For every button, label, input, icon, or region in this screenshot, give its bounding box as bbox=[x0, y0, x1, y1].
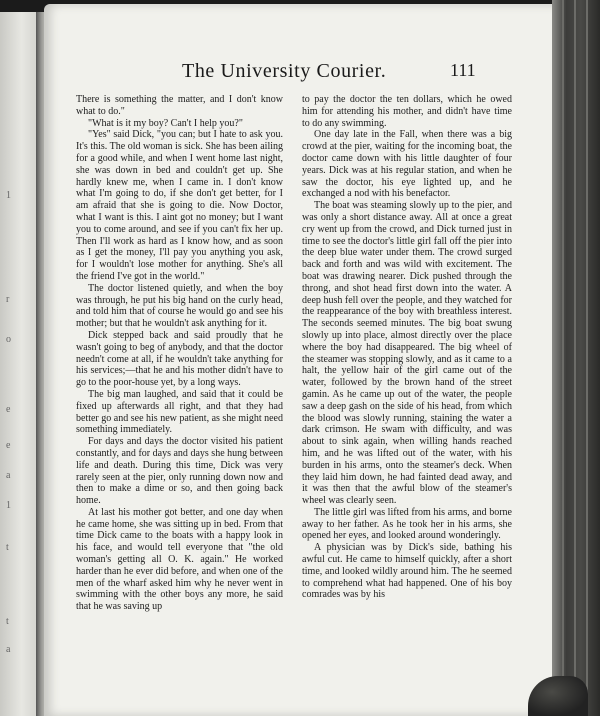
paragraph: There is something the matter, and I don't know what to do." bbox=[76, 94, 283, 117]
facing-page-mark: r bbox=[6, 294, 10, 305]
facing-page-mark: e bbox=[6, 440, 11, 451]
page-stack-line bbox=[586, 0, 588, 716]
facing-page-mark: o bbox=[6, 334, 11, 345]
running-title: The University Courier. bbox=[182, 60, 387, 82]
book-page bbox=[44, 4, 560, 716]
page-header bbox=[44, 60, 560, 88]
facing-page-mark: a bbox=[6, 644, 11, 655]
book-right-edge bbox=[552, 0, 600, 716]
paragraph: Dick stepped back and said proudly that he wasn't going to beg of anybody, and that the doctor needn't come at all, if he wouldn't take anything for his services;—that he and his mother didn't have to go to the poor-house yet, by a long ways. bbox=[76, 329, 283, 389]
paragraph: The boat was steaming slowly up to the pier, and was only a short distance away. All at once a great cry went up from the crowd, and Dick turned just in time to see the doctor's little girl fall off the pier into the deep blue water under them. The crowd surged back and forth and was wild with excitement. The boat was drawing nearer. Dick pushed through the throng, and shot head first down into the water. A deep hush fell over the people, and they watched for the reappearance of the boy with breathless interest. The seconds seemed minutes. The big boat swung slowly up into place, almost directly over the place where the boy had disappeared. The big wheel of the steamer was stopping slowly, and as it came to a halt, the yellow hair of the girl came out of the water, followed by the brown hand of the street gamin. As he came up out of the water, the people saw a deep gash on the side of his head, from which the blood was slowly running, staining the water a dark crimson. He swam with difficulty, and was about to sink again, when willing hands reached him, and he was lifted out of the water, with his burden in his arms, onto the steamer's deck. When they laid him down, he had fainted dead away, and it was then that the awful blow of the steamer's wheel was clearly seen. bbox=[302, 200, 512, 507]
paragraph: "What is it my boy? Can't I help you?" bbox=[88, 117, 243, 129]
right-column bbox=[302, 94, 512, 601]
paragraph: A physician was by Dick's side, bathing his awful cut. He came to himself quickly, after a short time, and looked wildly around him. The he seemed to comprehend what had happened. One of his boy comrades was by his bbox=[302, 542, 512, 601]
paragraph: One day late in the Fall, when there was a big crowd at the pier, waiting for the incoming boat, the doctor came down with his little daughter of four years. Dick was at his regular station, and when he saw the doctor, his eye lighted up, and he exchanged a nod with his benefactor. bbox=[302, 129, 512, 200]
paragraph: At last his mother got better, and one day when he came home, she was sitting up in bed. From that time Dick came to the boats with a happy look in his face, and would tell everyone that "the old woman's getting all O. K. again." He worked harder than he ever did before, and when one of the men of the wharf asked him why he never went in swimming with the other boys any more, he said that he was saving up bbox=[76, 506, 283, 613]
facing-page-mark: 1 bbox=[6, 500, 11, 511]
facing-page-mark: e bbox=[6, 404, 11, 415]
facing-page-mark: t bbox=[6, 542, 9, 553]
facing-page-mark: a bbox=[6, 470, 11, 481]
page-stack-line bbox=[574, 0, 576, 716]
paragraph: to pay the doctor the ten dollars, which he owed him for attending his mother, and didn't have time to do any swimming. bbox=[302, 94, 512, 129]
page-stack-line bbox=[562, 0, 564, 716]
facing-page-edge bbox=[0, 12, 37, 716]
facing-page-mark: t bbox=[6, 616, 9, 627]
paragraph: The doctor listened quietly, and when the boy was through, he put his big hand on the curly head, and told him that of course he would go and see his mother; but that he wouldn't ask anything for it. bbox=[76, 282, 283, 330]
page-number: 111 bbox=[450, 60, 476, 80]
left-column bbox=[76, 94, 283, 613]
paragraph: The little girl was lifted from his arms, and borne away to her father. As he took her in his arms, she opened her eyes, and looked around wonderingly. bbox=[302, 506, 512, 542]
paragraph: For days and days the doctor visited his patient constantly, and for days and days she hung between life and death. During this time, Dick was very rarely seen at the pier, only running down now and then to make a dime or so, and then going back home. bbox=[76, 436, 283, 507]
paragraph: The big man laughed, and said that it could be fixed up afterwards all right, and that they had better go and see his new patient, as she might need something immediately. bbox=[76, 388, 283, 436]
paragraph: "Yes" said Dick, "you can; but I hate to ask you. It's this. The old woman is sick. She has been ailing for a good while, and when I went home last night, she was down in bed and couldn't get up. She hardly knew me, when I came in. I don't know what I'm going to do, if she don't get better, for I am afraid that she is going to die. Now Doctor, what I want is this. I aint got no money; but I want you to come around, and see if you can't fix her up. Then I'll work as hard as I know how, and as soon as I get the money, I'll pay you anything you ask, for I wouldn't lose mother for anything. She's all the friend I've got in the world." bbox=[76, 129, 283, 282]
facing-page-mark: 1 bbox=[6, 190, 11, 201]
